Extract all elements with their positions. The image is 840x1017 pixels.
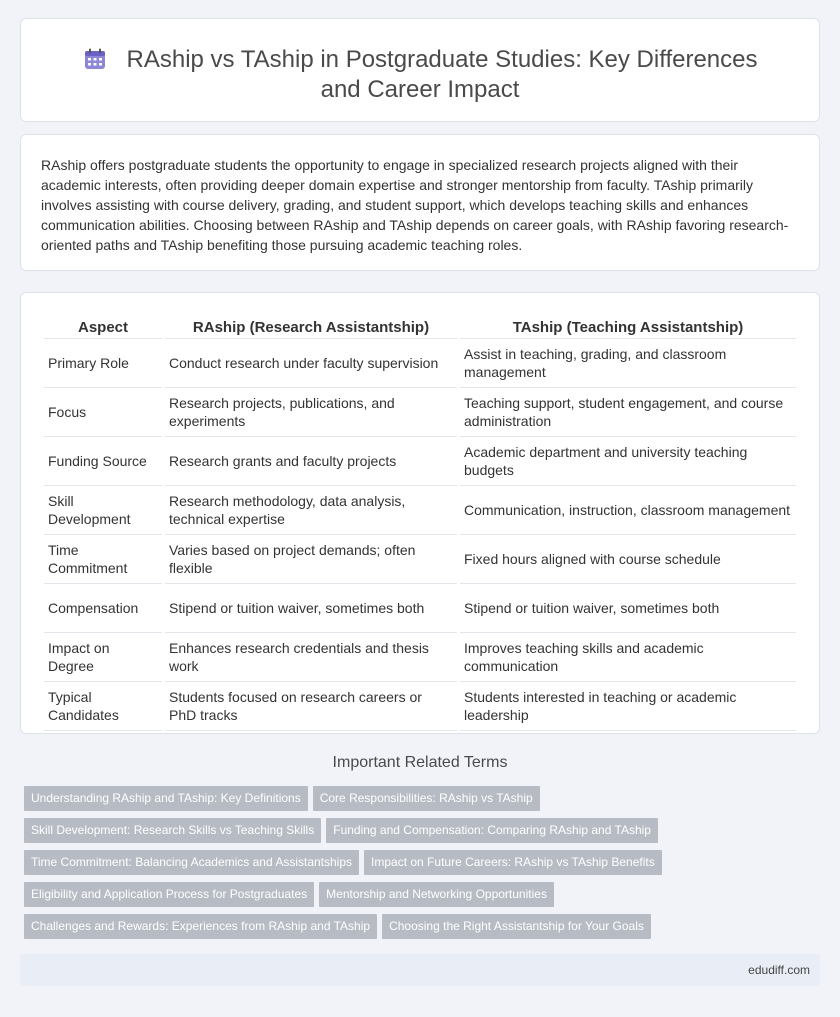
header-card [20, 18, 820, 122]
table-row [44, 486, 796, 535]
taship-cell: Improves teaching skills and academic communication [460, 633, 796, 682]
related-term-link[interactable]: Challenges and Rewards: Experiences from RAship and TAship [24, 914, 377, 939]
table-row [44, 682, 796, 731]
table-row [44, 584, 796, 633]
aspect-cell: Primary Role [44, 339, 162, 388]
header-raship: RAship (Research Assistantship) [165, 313, 457, 339]
raship-cell: Research projects, publications, and experiments [165, 388, 457, 437]
tag-row [24, 850, 824, 882]
aspect-cell: Focus [44, 388, 162, 437]
taship-cell: Assist in teaching, grading, and classroom management [460, 339, 796, 388]
taship-cell: Students interested in teaching or academic leadership [460, 682, 796, 731]
taship-cell: Teaching support, student engagement, and course administration [460, 388, 796, 437]
raship-cell: Stipend or tuition waiver, sometimes both [165, 584, 457, 633]
tag-row [24, 914, 824, 946]
related-term-link[interactable]: Eligibility and Application Process for Postgraduates [24, 882, 314, 907]
related-terms-list [24, 786, 824, 946]
raship-cell: Research grants and faculty projects [165, 437, 457, 486]
taship-cell: Academic department and university teaching budgets [460, 437, 796, 486]
aspect-cell: Typical Candidates [44, 682, 162, 731]
table-row [44, 633, 796, 682]
table-row [44, 388, 796, 437]
aspect-cell: Skill Development [44, 486, 162, 535]
table-row [44, 535, 796, 584]
tag-row [24, 882, 824, 914]
raship-cell: Enhances research credentials and thesis work [165, 633, 457, 682]
table-row [44, 339, 796, 388]
table-header-row [44, 313, 796, 339]
header-aspect: Aspect [44, 313, 162, 339]
comparison-table [41, 313, 799, 731]
aspect-cell: Impact on Degree [44, 633, 162, 682]
related-term-link[interactable]: Funding and Compensation: Comparing RAship and TAship [326, 818, 658, 843]
intro-card [20, 134, 820, 271]
raship-cell: Research methodology, data analysis, technical expertise [165, 486, 457, 535]
aspect-cell: Time Commitment [44, 535, 162, 584]
header-taship: TAship (Teaching Assistantship) [460, 313, 796, 339]
raship-cell: Conduct research under faculty supervision [165, 339, 457, 388]
aspect-cell: Funding Source [44, 437, 162, 486]
related-term-link[interactable]: Choosing the Right Assistantship for Your Goals [382, 914, 651, 939]
calendar-icon [83, 48, 107, 70]
comparison-card [20, 292, 820, 734]
tag-row [24, 786, 824, 818]
related-terms-heading: Important Related Terms [332, 754, 508, 771]
related-term-link[interactable]: Core Responsibilities: RAship vs TAship [313, 786, 540, 811]
aspect-cell: Compensation [44, 584, 162, 633]
taship-cell: Fixed hours aligned with course schedule [460, 535, 796, 584]
related-term-link[interactable]: Time Commitment: Balancing Academics and Assistantships [24, 850, 359, 875]
related-term-link[interactable]: Mentorship and Networking Opportunities [319, 882, 554, 907]
related-term-link[interactable]: Understanding RAship and TAship: Key Definitions [24, 786, 308, 811]
related-term-link[interactable]: Skill Development: Research Skills vs Teaching Skills [24, 818, 321, 843]
raship-cell: Students focused on research careers or PhD tracks [165, 682, 457, 731]
site-name[interactable]: edudiff.com [748, 963, 810, 977]
footer [20, 954, 820, 986]
page-title: RAship vs TAship in Postgraduate Studies: Key Differences and Career Impact [126, 46, 758, 103]
intro-paragraph: RAship offers postgraduate students the opportunity to engage in specialized research projects aligned with their academic interests, often providing deeper domain expertise and stronger mentorship from faculty. TAship primarily involves assisting with course delivery, grading, and student support, which develops teaching skills and enhances communication abilities. Choosing between RAship and TAship depends on career goals, with RAship favoring research-oriented paths and TAship benefiting those pursuing academic teaching roles. [41, 157, 789, 253]
tag-row [24, 818, 824, 850]
page-title-wrap [61, 45, 779, 105]
raship-cell: Varies based on project demands; often flexible [165, 535, 457, 584]
table-row [44, 437, 796, 486]
taship-cell: Communication, instruction, classroom management [460, 486, 796, 535]
taship-cell: Stipend or tuition waiver, sometimes both [460, 584, 796, 633]
related-term-link[interactable]: Impact on Future Careers: RAship vs TAship Benefits [364, 850, 662, 875]
